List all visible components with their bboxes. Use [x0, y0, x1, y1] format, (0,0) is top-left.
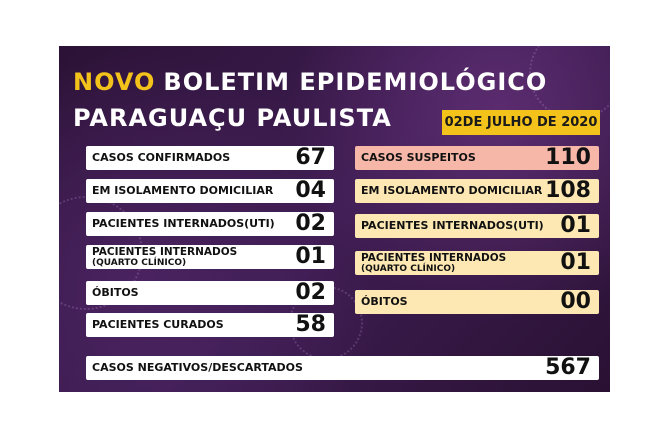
suspected-deaths-row [355, 290, 599, 314]
row-label: CASOS SUSPEITOS [361, 151, 476, 164]
confirmed-home-isolation-row [86, 179, 334, 203]
row-label [92, 247, 237, 269]
bulletin-poster [59, 46, 610, 392]
row-value: 01 [295, 244, 326, 269]
novo-label: NOVO [73, 68, 156, 96]
row-label-main: PACIENTES INTERNADOS [92, 246, 238, 258]
row-value: 04 [295, 178, 326, 203]
row-value: 01 [560, 250, 591, 275]
title-text: BOLETIM EPIDEMIOLÓGICO [163, 68, 548, 96]
row-label: ÓBITOS [361, 295, 408, 308]
confirmed-ward-row [86, 245, 334, 269]
row-label: CASOS NEGATIVOS/DESCARTADOS [92, 361, 303, 374]
city-title: PARAGUAÇU PAULISTA [73, 104, 392, 132]
row-label: PACIENTES INTERNADOS(UTI) [361, 219, 544, 232]
bulletin-title [73, 68, 547, 96]
row-value: 01 [560, 213, 591, 238]
row-value: 00 [560, 289, 591, 314]
row-value: 58 [295, 312, 326, 337]
row-value: 108 [545, 178, 591, 203]
negatives-row [86, 356, 599, 380]
row-value: 110 [545, 145, 591, 170]
row-label: EM ISOLAMENTO DOMICILIAR [361, 184, 543, 197]
suspected-home-isolation-row [355, 179, 599, 203]
row-value: 02 [295, 280, 326, 305]
confirmed-icu-row [86, 212, 334, 236]
row-label: CASOS CONFIRMADOS [92, 151, 231, 164]
suspected-icu-row [355, 214, 599, 238]
row-label: PACIENTES INTERNADOS(UTI) [92, 217, 275, 230]
row-label-sub: (QUARTO CLÍNICO) [92, 258, 187, 268]
row-label: ÓBITOS [92, 286, 139, 299]
row-label-main: PACIENTES INTERNADOS [361, 252, 507, 264]
suspected-cases-row [355, 146, 599, 170]
row-label-sub: (QUARTO CLÍNICO) [361, 264, 456, 274]
row-value: 567 [545, 355, 591, 380]
confirmed-deaths-row [86, 281, 334, 305]
suspected-ward-row [355, 251, 599, 275]
row-label: PACIENTES CURADOS [92, 318, 224, 331]
row-label: EM ISOLAMENTO DOMICILIAR [92, 184, 274, 197]
confirmed-cases-row [86, 146, 334, 170]
confirmed-recovered-row [86, 313, 334, 337]
row-label [361, 253, 506, 275]
date-badge: 02DE JULHO DE 2020 [442, 110, 600, 135]
row-value: 02 [295, 211, 326, 236]
row-value: 67 [295, 145, 326, 170]
